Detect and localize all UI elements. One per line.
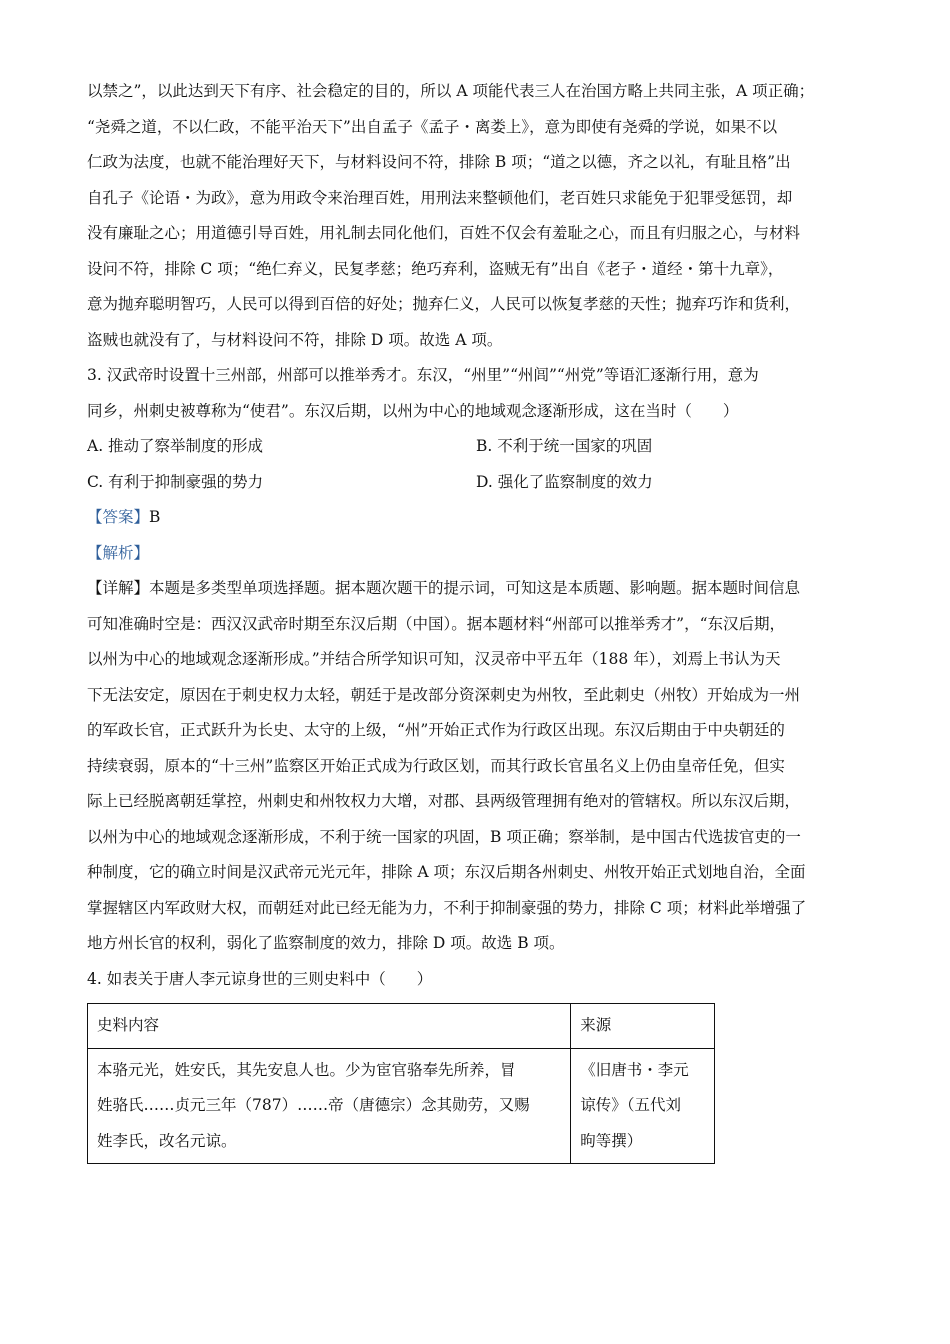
cell-line: 本骆元光，姓安氏，其先安息人也。少为宦官骆奉先所养，冒 (97, 1060, 516, 1079)
table-row (88, 1048, 715, 1164)
detail-line: 以州为中心的地域观念逐渐形成。”并结合所学知识可知，汉灵帝中平五年（188 年），刘焉上书认为天 (87, 650, 781, 668)
option-c: C. 有利于抑制豪强的势力 (87, 472, 264, 491)
text-line: 设问不符，排除 C 项；“绝仁弃义，民复孝慈；绝巧弃利，盗贼无有”出自《老子・道经・第十九章》， (87, 259, 784, 278)
text-line: 仁政为法度，也就不能治理好天下，与材料设问不符，排除 B 项；“道之以德，齐之以礼，有耻且格”出 (87, 153, 791, 171)
previous-explanation (87, 74, 877, 358)
analysis-label: 【解析】 (87, 543, 150, 562)
detail-line (87, 571, 877, 607)
answer-value: B (149, 508, 161, 526)
answer-label: 【答案】 (87, 508, 150, 526)
text-line: “尧舜之道，不以仁政，不能平治天下”出自孟子《孟子・离娄上》，意为即使有尧舜的学说，如果不以 (87, 117, 778, 136)
detail-line: 种制度，它的确立时间是汉武帝元光元年，排除 A 项；东汉后期各州刺史、州牧开始正式划地自治，全面 (87, 863, 806, 881)
detail-line: 下无法安定，原因在于刺史权力太轻，朝廷于是改部分资深刺史为州牧，至此刺史（州牧）开始成为一州 (87, 685, 801, 704)
option-d: D. 强化了监察制度的效力 (476, 472, 653, 491)
detail-line: 可知准确时空是：西汉汉武帝时期至东汉后期（中国）。据本题材料“州部可以推举秀才”，“东汉后期， (87, 614, 786, 633)
question-stem-line: 同乡，州刺史被尊称为“使君”。东汉后期，以州为中心的地域观念逐渐形成，这在当时（ ） (87, 401, 739, 420)
analysis-line (87, 536, 877, 572)
detail-label: 【详解】 (87, 579, 150, 597)
detail-line: 掌握辖区内军政财大权，而朝廷对此已经无能为力，不利于抑制豪强的势力，排除 C 项；材料此举增强了 (87, 898, 807, 917)
question-stem-line: 3. 汉武帝时设置十三州部，州部可以推举秀才。东汉，“州里”“州闾”“州党”等语汇逐渐行用，意为 (87, 366, 759, 384)
detail-line: 的军政长官，正式跃升为长史、太守的上级，“州”开始正式作为行政区出现。东汉后期由于中央朝廷的 (87, 721, 785, 739)
question-stem-line: 4. 如表关于唐人李元谅身世的三则史料中（ ） (87, 969, 433, 988)
option-a: A. 推动了察举制度的形成 (87, 437, 264, 455)
cell-line: 昫等撰） (580, 1131, 643, 1150)
detail-text: 本题是多类型单项选择题。据本题次题干的提示词，可知这是本质题、影响题。据本题时间信息 (149, 579, 801, 597)
option-b: B. 不利于统一国家的巩固 (476, 437, 653, 455)
header-content-cell: 史料内容 (88, 1004, 571, 1049)
detail-line: 际上已经脱离朝廷掌控，州刺史和州牧权力大增，对郡、县两级管理拥有绝对的管辖权。所以东汉后期， (87, 792, 801, 810)
document-page (87, 74, 877, 1164)
answer-line (87, 500, 877, 536)
detail-line: 以州为中心的地域观念逐渐形成，不利于统一国家的巩固，B 项正确；察举制，是中国古代选拔官吏的一 (87, 827, 801, 846)
options-row (87, 465, 877, 501)
cell-line: 姓骆氏……贞元三年（787）……帝（唐德宗）念其勋劳，又赐 (97, 1096, 530, 1114)
text-line: 没有廉耻之心；用道德引导百姓，用礼制去同化他们，百姓不仅会有羞耻之心，而且有归服之心，与材料 (87, 224, 801, 242)
question-4 (87, 962, 877, 1165)
detail-line: 持续衰弱，原本的“十三州”监察区开始正式成为行政区划，而其行政长官虽名义上仍由皇帝任免，但实 (87, 756, 785, 775)
cell-line: 《旧唐书・李元 (580, 1060, 689, 1079)
options-row (87, 429, 877, 465)
text-line: 意为抛弃聪明智巧，人民可以得到百倍的好处；抛弃仁义，人民可以恢复孝慈的天性；抛弃巧诈和货利， (87, 295, 801, 313)
text-line: 盗贼也就没有了，与材料设问不符，排除 D 项。故选 A 项。 (87, 330, 503, 349)
content-cell (88, 1048, 571, 1164)
table-header-row (88, 1004, 715, 1049)
source-cell (571, 1048, 715, 1164)
text-line: 自孔子《论语・为政》，意为用政令来治理百姓，用刑法来整顿他们，老百姓只求能免于犯罪受惩罚，却 (87, 188, 793, 207)
source-table (87, 1003, 715, 1164)
question-3 (87, 358, 877, 962)
cell-line: 谅传》（五代刘 (580, 1096, 681, 1114)
text-line: 以禁之”，以此达到天下有序、社会稳定的目的，所以 A 项能代表三人在治国方略上共同主张，A 项正确； (87, 82, 815, 100)
detail-line: 地方州长官的权利，弱化了监察制度的效力，排除 D 项。故选 B 项。 (87, 934, 565, 952)
cell-line: 姓李氏，改名元谅。 (97, 1131, 237, 1150)
header-source-cell: 来源 (571, 1004, 715, 1049)
